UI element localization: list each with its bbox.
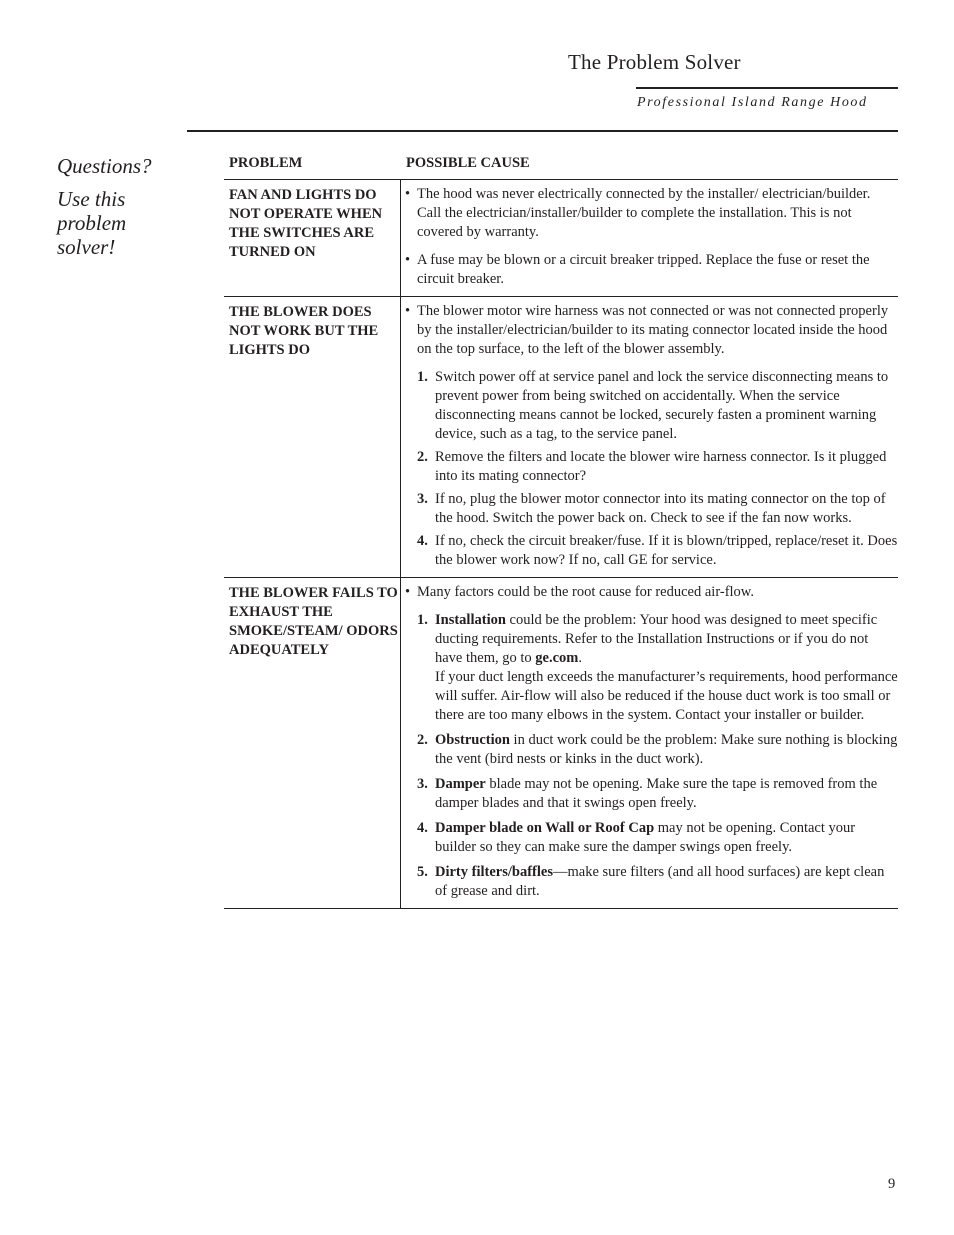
step-keyword: Dirty filters/baffles	[435, 864, 553, 880]
step-extra-text: If your duct length exceeds the manufacturer’s requirements, hood performance will suffer. Air-flow will also be reduced if the house duct work is too small or there are too many elbows in the system. Contact your installer or builder.	[435, 669, 898, 723]
table-row	[224, 578, 898, 909]
step-number: 5.	[417, 864, 428, 880]
problem-cell: THE BLOWER FAILS TO EXHAUST THE SMOKE/STEAM/ ODORS ADEQUATELY	[224, 578, 401, 908]
numbered-step	[417, 775, 898, 813]
step-number: 4.	[417, 820, 428, 836]
table-row	[224, 297, 898, 578]
page-number: 9	[888, 1176, 896, 1192]
step-number: 2.	[417, 732, 428, 748]
sidebar	[57, 154, 177, 259]
website-link[interactable]: ge.com	[535, 650, 579, 666]
numbered-step	[417, 532, 898, 570]
bullet-icon: •	[405, 584, 411, 600]
step-keyword: Installation	[435, 612, 506, 628]
table-header	[224, 155, 898, 180]
numbered-step	[417, 731, 898, 769]
sidebar-question: Questions?	[57, 154, 152, 178]
step-body	[435, 775, 898, 813]
cause-bullet	[405, 583, 898, 602]
numbered-step	[417, 863, 898, 901]
step-text: may not be opening. Contact your builder so they can make sure the damper swings open freely.	[435, 820, 856, 855]
numbered-step	[417, 448, 898, 486]
step-number: 4.	[417, 533, 428, 549]
step-number: 3.	[417, 776, 428, 792]
cause-bullet	[405, 302, 898, 359]
bullet-icon: •	[405, 186, 411, 202]
step-keyword: Obstruction	[435, 732, 510, 748]
problem-cell: FAN AND LIGHTS DO NOT OPERATE WHEN THE SWITCHES ARE TURNED ON	[224, 180, 401, 296]
bullet-text: A fuse may be blown or a circuit breaker tripped. Replace the fuse or reset the circuit breaker.	[417, 252, 870, 287]
numbered-step	[417, 819, 898, 857]
bullet-text: Many factors could be the root cause for reduced air-flow.	[417, 584, 754, 600]
step-text-end: .	[578, 650, 582, 666]
step-text: in duct work could be the problem: Make sure nothing is blocking the vent (bird nests or kinks in the duct work).	[435, 732, 898, 767]
step-text: If no, plug the blower motor connector into its mating connector on the top of the hood. Switch the power back on. Check to see if the fan now works.	[435, 491, 886, 526]
problem-solver-table	[224, 155, 898, 909]
step-number: 2.	[417, 449, 428, 465]
step-number: 1.	[417, 612, 428, 628]
step-keyword: Damper	[435, 776, 486, 792]
numbered-step	[417, 490, 898, 528]
step-text: could be the problem: Your hood was designed to meet specific ducting requirements. Refer to the Installation Instructions or if you do not have them, go to	[435, 612, 878, 666]
step-body	[435, 863, 898, 901]
problem-cell: THE BLOWER DOES NOT WORK BUT THE LIGHTS DO	[224, 297, 401, 577]
page-header-title: The Problem Solver	[568, 50, 741, 74]
step-text: If no, check the circuit breaker/fuse. If it is blown/tripped, replace/reset it. Does the blower work now? If no, call GE for service.	[435, 533, 898, 568]
cause-bullet	[405, 251, 898, 289]
cause-cell	[401, 297, 898, 577]
page-header-subtitle: Professional Island Range Hood	[637, 95, 868, 110]
header-rule-long	[187, 130, 898, 132]
step-text: —make sure filters (and all hood surfaces) are kept clean of grease and dirt.	[435, 864, 885, 899]
step-text: Switch power off at service panel and lock the service disconnecting means to prevent power from being switched on accidentally. When the service disconnecting means cannot be locked, securely fasten a prominent warning device, such as a tag, to the service panel.	[435, 369, 889, 442]
cause-cell	[401, 180, 898, 296]
step-keyword: Damper blade on Wall or Roof Cap	[435, 820, 655, 836]
bullet-text: The blower motor wire harness was not connected or was not connected properly by the installer/electrician/builder to its mating connector located inside the hood on the top surface, to the left of the blower assembly.	[417, 303, 889, 357]
step-text: blade may not be opening. Make sure the tape is removed from the damper blades and that it swings open freely.	[435, 776, 878, 811]
bullet-icon: •	[405, 252, 411, 268]
cause-bullet	[405, 185, 898, 242]
column-header-problem: PROBLEM	[229, 155, 303, 171]
step-number: 3.	[417, 491, 428, 507]
bullet-text: The hood was never electrically connected by the installer/ electrician/builder. Call the electrician/installer/builder to complete the installation. This is not covered by warranty.	[417, 186, 871, 240]
numbered-step	[417, 611, 898, 725]
numbered-step	[417, 368, 898, 444]
step-body	[435, 731, 898, 769]
column-header-cause: POSSIBLE CAUSE	[406, 155, 530, 171]
table-row	[224, 180, 898, 297]
step-body	[435, 819, 898, 857]
header-rule-short	[636, 87, 898, 89]
step-body	[435, 611, 898, 725]
bullet-icon: •	[405, 303, 411, 319]
step-number: 1.	[417, 369, 428, 385]
sidebar-prompt: Use this problem solver!	[57, 187, 127, 259]
cause-cell	[401, 578, 898, 908]
step-text: Remove the filters and locate the blower wire harness connector. Is it plugged into its mating connector?	[435, 449, 887, 484]
